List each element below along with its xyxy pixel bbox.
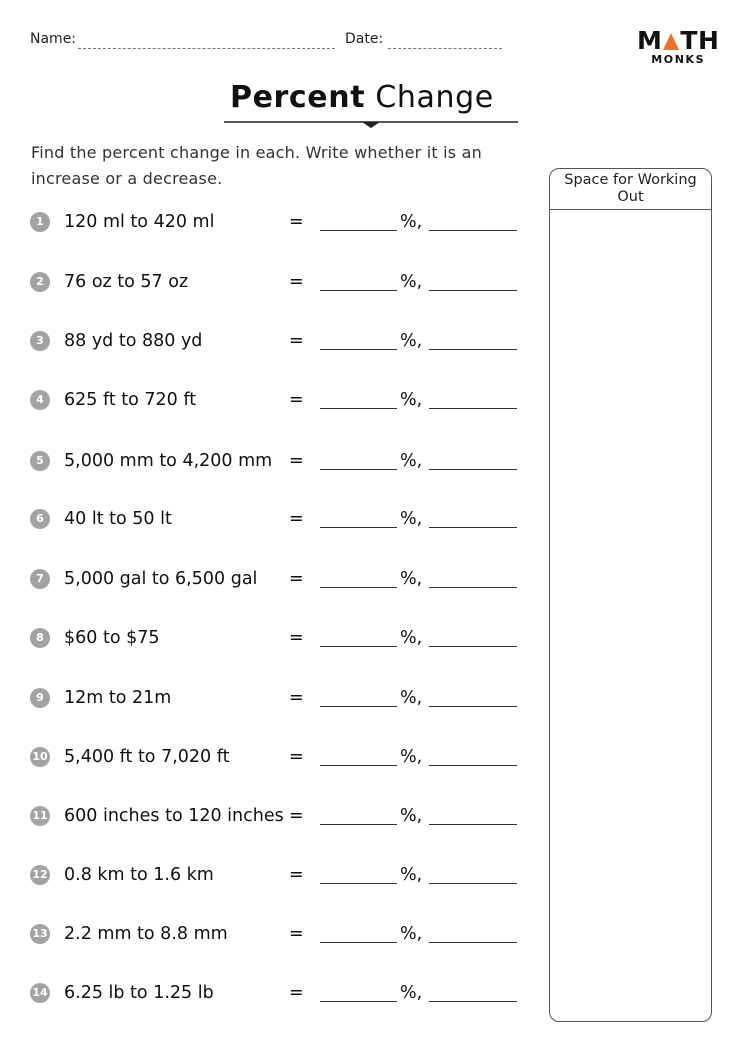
- percent-answer-blank[interactable]: [320, 408, 397, 409]
- name-label: Name:: [30, 31, 77, 47]
- question-number-badge: 2: [30, 272, 50, 292]
- question-text: 76 oz to 57 oz: [64, 272, 189, 292]
- logo-wordmark: M TH: [637, 26, 720, 55]
- equals-sign: =: [289, 806, 304, 826]
- question-text: 0.8 km to 1.6 km: [64, 865, 214, 885]
- change-type-answer-blank[interactable]: [429, 469, 517, 470]
- percent-answer-blank[interactable]: [320, 469, 397, 470]
- equals-sign: =: [289, 451, 304, 471]
- equals-sign: =: [289, 688, 304, 708]
- percent-answer-blank[interactable]: [320, 349, 397, 350]
- equals-sign: =: [289, 272, 304, 292]
- percent-sign: %,: [400, 924, 423, 944]
- equals-sign: =: [289, 569, 304, 589]
- percent-sign: %,: [400, 212, 423, 232]
- question-text: $60 to $75: [64, 628, 160, 648]
- math-monks-logo: [637, 28, 719, 66]
- question-number-badge: 4: [30, 390, 50, 410]
- percent-sign: %,: [400, 451, 423, 471]
- change-type-answer-blank[interactable]: [429, 706, 517, 707]
- equals-sign: =: [289, 865, 304, 885]
- question-row: [0, 687, 530, 711]
- percent-sign: %,: [400, 747, 423, 767]
- date-label: Date:: [345, 31, 384, 47]
- question-text: 6.25 lb to 1.25 lb: [64, 983, 214, 1003]
- percent-answer-blank[interactable]: [320, 824, 397, 825]
- change-type-answer-blank[interactable]: [429, 349, 517, 350]
- question-text: 625 ft to 720 ft: [64, 390, 197, 410]
- triangle-icon: [663, 33, 679, 50]
- percent-answer-blank[interactable]: [320, 1001, 397, 1002]
- question-number-badge: 6: [30, 509, 50, 529]
- percent-answer-blank[interactable]: [320, 942, 397, 943]
- date-field[interactable]: [388, 48, 502, 49]
- working-out-heading: Space for Working Out: [550, 169, 711, 210]
- question-row: [0, 923, 530, 947]
- percent-answer-blank[interactable]: [320, 230, 397, 231]
- question-row: [0, 805, 530, 829]
- change-type-answer-blank[interactable]: [429, 230, 517, 231]
- question-number-badge: 8: [30, 628, 50, 648]
- percent-sign: %,: [400, 509, 423, 529]
- question-text: 5,000 gal to 6,500 gal: [64, 569, 258, 589]
- percent-sign: %,: [400, 628, 423, 648]
- question-number-badge: 14: [30, 983, 50, 1003]
- question-row: [0, 211, 530, 235]
- question-row: [0, 627, 530, 651]
- question-row: [0, 568, 530, 592]
- change-type-answer-blank[interactable]: [429, 587, 517, 588]
- equals-sign: =: [289, 924, 304, 944]
- equals-sign: =: [289, 509, 304, 529]
- page-title: Percent Change: [230, 80, 494, 115]
- percent-answer-blank[interactable]: [320, 646, 397, 647]
- percent-answer-blank[interactable]: [320, 527, 397, 528]
- change-type-answer-blank[interactable]: [429, 290, 517, 291]
- percent-sign: %,: [400, 688, 423, 708]
- percent-sign: %,: [400, 390, 423, 410]
- change-type-answer-blank[interactable]: [429, 942, 517, 943]
- equals-sign: =: [289, 747, 304, 767]
- question-row: [0, 982, 530, 1006]
- name-field[interactable]: [78, 48, 335, 49]
- equals-sign: =: [289, 983, 304, 1003]
- change-type-answer-blank[interactable]: [429, 408, 517, 409]
- question-row: [0, 864, 530, 888]
- question-number-badge: 10: [30, 747, 50, 767]
- question-number-badge: 9: [30, 688, 50, 708]
- question-number-badge: 13: [30, 924, 50, 944]
- percent-sign: %,: [400, 569, 423, 589]
- question-text: 600 inches to 120 inches: [64, 806, 284, 826]
- change-type-answer-blank[interactable]: [429, 824, 517, 825]
- percent-sign: %,: [400, 272, 423, 292]
- question-number-badge: 5: [30, 451, 50, 471]
- percent-sign: %,: [400, 865, 423, 885]
- question-row: [0, 450, 530, 474]
- question-text: 5,400 ft to 7,020 ft: [64, 747, 230, 767]
- question-number-badge: 1: [30, 212, 50, 232]
- equals-sign: =: [289, 331, 304, 351]
- percent-answer-blank[interactable]: [320, 883, 397, 884]
- change-type-answer-blank[interactable]: [429, 1001, 517, 1002]
- question-text: 12m to 21m: [64, 688, 172, 708]
- change-type-answer-blank[interactable]: [429, 765, 517, 766]
- question-text: 40 lt to 50 lt: [64, 509, 172, 529]
- question-text: 88 yd to 880 yd: [64, 331, 203, 351]
- logo-subtext: MONKS: [651, 53, 706, 66]
- question-number-badge: 3: [30, 331, 50, 351]
- equals-sign: =: [289, 628, 304, 648]
- percent-answer-blank[interactable]: [320, 706, 397, 707]
- percent-answer-blank[interactable]: [320, 290, 397, 291]
- equals-sign: =: [289, 390, 304, 410]
- question-text: 120 ml to 420 ml: [64, 212, 215, 232]
- question-row: [0, 508, 530, 532]
- percent-sign: %,: [400, 983, 423, 1003]
- working-out-box[interactable]: [549, 168, 712, 1022]
- question-number-badge: 11: [30, 806, 50, 826]
- question-row: [0, 271, 530, 295]
- change-type-answer-blank[interactable]: [429, 646, 517, 647]
- equals-sign: =: [289, 212, 304, 232]
- question-number-badge: 7: [30, 569, 50, 589]
- question-row: [0, 330, 530, 354]
- question-row: [0, 389, 530, 413]
- change-type-answer-blank[interactable]: [429, 527, 517, 528]
- percent-sign: %,: [400, 806, 423, 826]
- title-underline: [222, 118, 520, 130]
- percent-answer-blank[interactable]: [320, 587, 397, 588]
- percent-sign: %,: [400, 331, 423, 351]
- percent-answer-blank[interactable]: [320, 765, 397, 766]
- question-text: 5,000 mm to 4,200 mm: [64, 451, 273, 471]
- change-type-answer-blank[interactable]: [429, 883, 517, 884]
- instructions: Find the percent change in each. Write whether it is an increase or a decrease.: [31, 143, 482, 188]
- question-text: 2.2 mm to 8.8 mm: [64, 924, 228, 944]
- question-row: [0, 746, 530, 770]
- question-number-badge: 12: [30, 865, 50, 885]
